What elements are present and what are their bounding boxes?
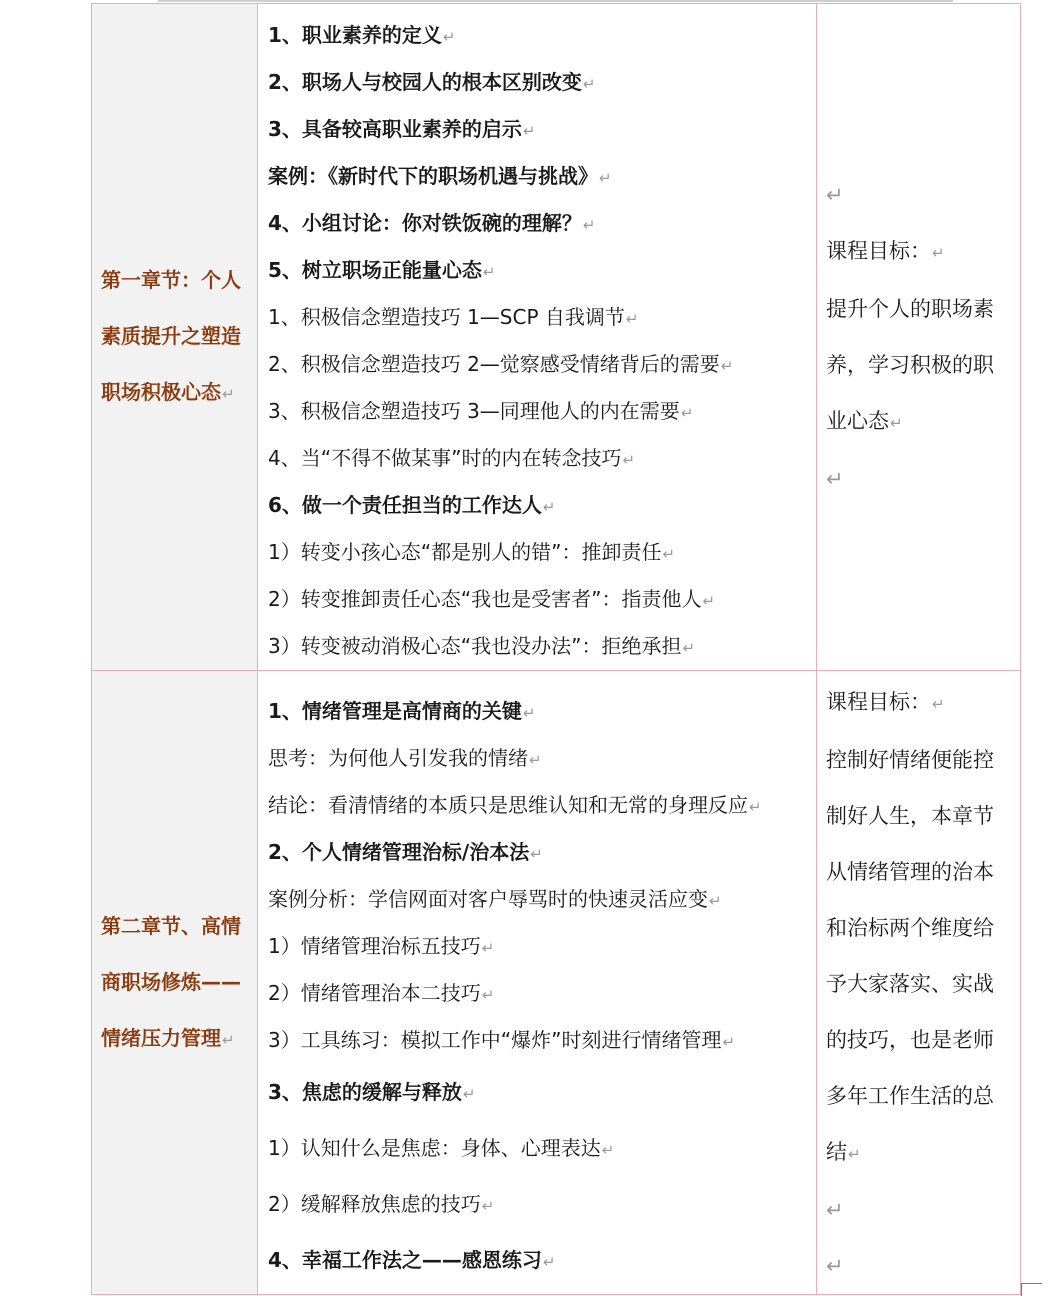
content-line: 1、职业素养的定义↵ (268, 23, 456, 47)
content-line: 案例：《新时代下的职场机遇与挑战》↵ (268, 164, 612, 188)
content-line: 1、情绪管理是高情商的关键↵ (268, 698, 536, 723)
content-line: 2）情绪管理治本二技巧↵ (268, 980, 495, 1005)
content-list (258, 678, 816, 1288)
content-line: 2、个人情绪管理治标/治本法↵ (268, 839, 543, 864)
page-top-rule (158, 0, 953, 2)
course-outline-table (91, 3, 1021, 1295)
content-line: 1）转变小孩心态“都是别人的错”：推卸责任↵ (268, 540, 676, 564)
content-line: 4、当“不得不做某事”时的内在转念技巧↵ (268, 446, 636, 470)
content-line: 结论：看清情绪的本质只是思维认知和无常的身理反应↵ (268, 792, 762, 817)
content-line: 3、具备较高职业素养的启示↵ (268, 117, 536, 141)
content-line: 1）情绪管理治标五技巧↵ (268, 933, 495, 958)
table-row (92, 671, 1021, 1295)
content-line: 6、做一个责任担当的工作达人↵ (268, 493, 556, 517)
goal-label: 课程目标：↵ (826, 239, 945, 263)
chapter-cell (92, 671, 258, 1295)
content-line: 4、小组讨论：你对铁饭碗的理解？↵ (268, 211, 596, 235)
content-line: 1）认知什么是焦虑：身体、心理表达↵ (268, 1135, 615, 1160)
content-line: 3）工具练习：模拟工作中“爆炸”时刻进行情绪管理↵ (268, 1027, 736, 1052)
content-cell (258, 4, 817, 671)
content-line: 3、积极信念塑造技巧 3—同理他人的内在需要↵ (268, 399, 694, 423)
page-corner-mark (1021, 1283, 1042, 1296)
goal-text: 控制好情绪便能控制好人生，本章节从情绪管理的治本和治标两个维度给予大家落实、实战的技巧，也是老师多年工作生活的总结↵ (826, 748, 994, 1164)
content-line: 5、树立职场正能量心态↵ (268, 258, 496, 282)
content-line: 3、焦虑的缓解与释放↵ (268, 1079, 476, 1104)
goal-label: 课程目标：↵ (826, 690, 945, 714)
paragraph-mark: ↵ (826, 183, 844, 207)
content-line: 2）转变推卸责任心态“我也是受害者”：指责他人↵ (268, 587, 716, 611)
content-list (258, 4, 816, 670)
table-row (92, 4, 1021, 671)
chapter-title: 第二章节、高情商职场修炼——情绪压力管理↵ (101, 913, 241, 1050)
paragraph-mark: ↵ (826, 1198, 844, 1222)
paragraph-mark: ↵ (826, 1254, 844, 1278)
content-cell (258, 671, 817, 1295)
content-line: 2、积极信念塑造技巧 2—觉察感受情绪背后的需要↵ (268, 352, 734, 376)
content-line: 案例分析：学信网面对客户辱骂时的快速灵活应变↵ (268, 886, 722, 911)
content-line: 3）转变被动消极心态“我也没办法”：拒绝承担↵ (268, 634, 696, 658)
goal-cell (817, 671, 1021, 1295)
goal-text: 提升个人的职场素养，学习积极的职业心态↵ (826, 297, 994, 433)
content-line: 2）缓解释放焦虑的技巧↵ (268, 1191, 495, 1216)
content-line: 思考：为何他人引发我的情绪↵ (268, 745, 542, 770)
paragraph-mark: ↵ (826, 467, 844, 491)
content-line: 4、幸福工作法之——感恩练习↵ (268, 1247, 556, 1272)
content-line: 1、积极信念塑造技巧 1—SCP 自我调节↵ (268, 305, 639, 329)
goal-cell (817, 4, 1021, 671)
chapter-title: 第一章节：个人素质提升之塑造职场积极心态↵ (101, 268, 241, 404)
chapter-cell (92, 4, 258, 671)
content-line: 2、职场人与校园人的根本区别改变↵ (268, 70, 596, 94)
